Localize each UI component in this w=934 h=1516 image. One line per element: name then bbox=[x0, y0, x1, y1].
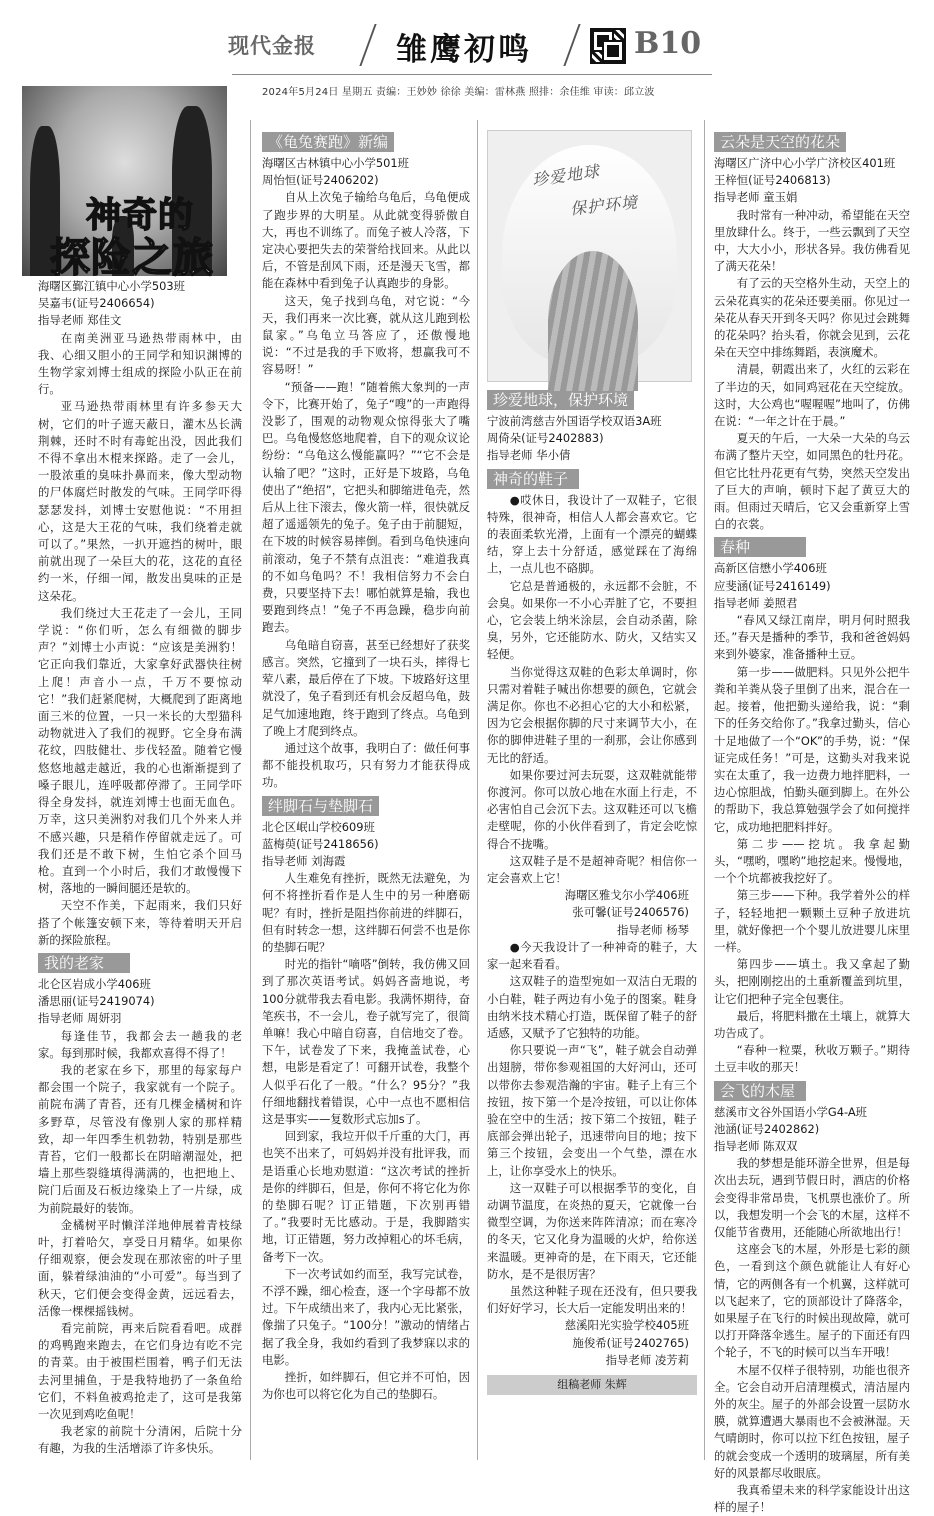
dateline: 2024年5月24日 星期五 责编：王妙妙 徐徐 美编：雷林燕 照排：余佳维 审读：邱立波 bbox=[262, 87, 655, 98]
article-header: 会飞的木屋 bbox=[714, 1081, 806, 1101]
masthead-divider bbox=[563, 24, 580, 66]
paragraph: 第四步——填土。我又拿起了勤头，把刚刚挖出的土重新覆盖到坑里，让它们把种子完全包裹住。 bbox=[714, 957, 910, 1006]
paragraph: 金橘树平时懒洋洋地伸展着青枝绿叶，打着哈欠，享受日月精华。如果你仔细观察，便会发现在那浓密的叶子里面，躲着绿油油的“小可爱”。每当到了秋天，它们便会变得金黄，远远看去，活像一棵棵摇钱树。 bbox=[38, 1217, 242, 1318]
column-2 bbox=[262, 128, 470, 1403]
byline: 北仑区岩成小学406班 bbox=[38, 976, 151, 991]
byline: 指导老师 刘海霞 bbox=[262, 853, 346, 868]
masthead-divider bbox=[359, 24, 376, 66]
paragraph: 第二步——挖坑。我拿起勤头，“嘿哟，嘿哟”地挖起来。慢慢地，一个个坑都被我挖好了。 bbox=[714, 836, 910, 886]
signature: 海曙区雅戈尔小学406班 bbox=[564, 888, 689, 903]
byline: 池涵(证号2402862) bbox=[714, 1121, 820, 1136]
paragraph: 夏天的午后，一大朵一大朵的乌云布满了整片天空，如同黑色的牡丹花。但它比牡丹花更有气势，突然天空发出了巨大的声响，顿时下起了黄豆大的雨。但雨过天晴后，它又会重新穿上雪白的衣裳。 bbox=[714, 431, 910, 532]
article-header: 云朵是天空的花朵 bbox=[714, 132, 846, 152]
paragraph: 第一步——做肥料。只见外公把牛粪和羊粪从袋子里倒了出来，混合在一起。接着，他把勤头递给我，说：“剩下的任务交给你了。”我拿过勤头，信心十足地做了一个“OK”的手势，说：“保证完成任务！”可是，这勤头对我来说实在太重了，我一边费力地拌肥料，一边心惊胆战，怕勤头砸到脚上。在外公的帮助下，我总算勉强学会了如何搅拌它，成功地把肥料拌好。 bbox=[714, 664, 910, 834]
signature: 慈溪阳光实验学校405班 bbox=[564, 1318, 689, 1333]
byline: 蓝梅萸(证号2418656) bbox=[262, 836, 379, 851]
hero-illustration bbox=[22, 86, 227, 281]
drawing-caption: 珍爱地球 bbox=[530, 161, 601, 190]
byline: 指导老师 姜照君 bbox=[714, 595, 798, 610]
byline: 指导老师 陈双双 bbox=[714, 1138, 798, 1153]
paragraph: 它总是普通极的，永远都不会脏，不会臭。如果你一不小心弄脏了它，不要担心，它会装上纳米涂层，会自动杀菌，除臭，另外，它还能防水、防火，又结实又轻便。 bbox=[487, 578, 697, 662]
hero-title-line2: 探险之旅 bbox=[50, 234, 214, 281]
article-magic-shoes bbox=[487, 465, 697, 939]
article-hometown bbox=[38, 949, 242, 1458]
paragraph: 在南美洲亚马逊热带雨林中，由我、心细又胆小的王同学和知识渊博的生物学家刘博士组成的探险小队正在前行。 bbox=[38, 330, 242, 397]
paragraph: 我老家的前院十分清闲，后院十分有趣，为我的生活增添了许多快乐。 bbox=[38, 1424, 242, 1456]
article-earth bbox=[487, 386, 697, 465]
paragraph: 虽然这种鞋子现在还没有，但只要我们好好学习，长大后一定能发明出来的！ bbox=[487, 1283, 697, 1316]
paragraph: 下一次考试如约而至，我写完试卷，不浮不躁，细心检查，逐一个字母都不放过。下午成绩出来了，我内心无比紧张，像揣了只兔子。“100分！”激动的情绪占据了我全身，我如约看到了我梦寐以求的电影。 bbox=[262, 1266, 470, 1367]
paragraph: 人生难免有挫折，既然无法避免，为何不将挫折看作是人生中的另一种磨砺呢？有时，挫折是阻挡你前进的绊脚石，但有时转念一想，这绊脚石何尝不也是你的垫脚石呢？ bbox=[262, 871, 470, 954]
paragraph: 这座会飞的木屋，外形是七彩的颜色，一看到这个颜色就能让人有好心情，它的两侧各有一个机翼，这样就可以飞起来了，它的顶部设计了降落伞，如果屋子在飞行的时候出现故障，就可以打开降落伞逃生。屋子的下面还有四个轮子，不飞的时候可以当车开哦！ bbox=[714, 1242, 910, 1360]
paragraph: 每逢佳节，我都会去一趟我的老家。每到那时候，我都欢喜得不得了！ bbox=[38, 1028, 242, 1060]
byline: 海曙区鄞江镇中心小学503班 bbox=[38, 279, 186, 293]
paragraph: “春风又绿江南岸，明月何时照我还。”春天是播种的季节，我和爸爸妈妈来到外婆家，准备播种土豆。 bbox=[714, 613, 910, 662]
paragraph: 乌龟暗自窃喜，甚至已经想好了获奖感言。突然，它撞到了一块石头，摔得七荤八素，最后停在了下坡。下坡路好这里就没了，兔子看到还有机会反超乌龟，鼓足气加速地跑，终于跑到了终点。乌龟到了晚上才爬到终点。 bbox=[262, 637, 470, 738]
article-header: 《龟兔赛跑》新编 bbox=[262, 132, 394, 152]
column-4 bbox=[714, 128, 910, 1516]
paragraph: 有了云的天空格外生动，天空上的云朵花真实的花朵还要美丽。你见过一朵花从春天开到冬天吗？你见过会跳舞的花朵吗？抬头看，你就会见到，云花朵在天空中排练舞蹈，表演魔术。 bbox=[714, 276, 910, 360]
paragraph: 我的梦想是能环游全世界，但是每次出去玩，遇到节假日时，酒店的价格会变得非常昂贵，飞机票也涨价了。所以，我想发明一个会飞的木屋，这样不仅能节省费用，还能随心所欲地出行！ bbox=[714, 1156, 910, 1239]
signature: 施俊希(证号2402765) bbox=[572, 1335, 689, 1350]
column-divider bbox=[704, 120, 705, 1460]
article-header: 神奇的鞋子 bbox=[487, 469, 579, 489]
byline: 吴嘉韦(证号2406654) bbox=[38, 296, 155, 311]
byline: 应斐涵(证号2416149) bbox=[714, 578, 831, 593]
byline: 周怡恒(证号2406202) bbox=[262, 173, 379, 188]
paragraph: “春种一粒粟，秋收万颗子。”期待土豆丰收的那天！ bbox=[714, 1043, 910, 1075]
article-flying-house bbox=[714, 1077, 910, 1516]
byline: 指导老师 华小倩 bbox=[487, 448, 571, 463]
paragraph: 第三步——下种。我学着外公的样子，轻轻地把一颗颗土豆种子放进坑里，就好像把一个个婴儿放进婴儿床里一样。 bbox=[714, 888, 910, 954]
byline: 指导老师 郑佳文 bbox=[38, 313, 122, 328]
byline: 海曙区古林镇中心小学501班 bbox=[262, 156, 410, 170]
editor-credit: 组稿老师 朱辉 bbox=[487, 1375, 697, 1395]
paragraph: 如果你要过河去玩耍，这双鞋就能带你渡河。你可以放心地在水面上行走，不必害怕自己会沉下去。这双鞋还可以飞檐走壁呢，你的小伙伴看到了，肯定会吃惊得合不拢嘴。 bbox=[487, 767, 697, 851]
paragraph: 最后，将肥料撒在土壤上，就算大功告成了。 bbox=[714, 1008, 910, 1040]
byline: 指导老师 童玉娟 bbox=[714, 190, 798, 205]
hero-title-line1: 神奇的 bbox=[86, 195, 195, 236]
column-1 bbox=[38, 278, 242, 1458]
article-stumbling-stone bbox=[262, 792, 470, 1404]
article-spring-planting bbox=[714, 533, 910, 1076]
paragraph: 我们绕过大王花走了一会儿，王同学说：“你们听，怎么有细微的脚步声？”刘博士小声说：“应该是美洲豹！它正向我们靠近，大家拿好武器快往树上爬！声音小一点，千万不要惊动它！”我们赶紧爬树，大概爬到了距离地面三米的位置，一只一米长的大型猫科动物就进入了我们的视野。它全身布满花纹，四肢健壮、步伐轻盈。随着它慢悠悠地越走越近，我的心也渐渐提到了嗓子眼儿，连呼吸都停滞了。王同学吓得全身发抖，就连刘博士也面无血色。万幸，这只美洲豹对我们几个外来人并不感兴趣，只是稍作停留就走远了。可我们还是不敢下树，生怕它杀个回马枪。直到一个小时后，我们才敢慢慢下树，落地的一瞬间腿还是软的。 bbox=[38, 605, 242, 896]
paragraph: 天空不作美，下起雨来，我们只好搭了个帐篷安顿下来，等待着明天开启新的探险旅程。 bbox=[38, 898, 242, 947]
paragraph: 这双鞋子是不是超神奇呢？相信你一定会喜欢上它！ bbox=[487, 853, 697, 886]
column-divider bbox=[477, 120, 478, 1460]
article-header: 我的老家 bbox=[38, 953, 130, 973]
drawing-caption: 保护环境 bbox=[569, 192, 639, 219]
paragraph: 清晨，朝霞出来了，火红的云彩在了半边的天，如同鸡冠花在天空绽放。这时，大公鸡也“喔喔喔”地叫了，仿佛在说：“一年之计在于晨。” bbox=[714, 362, 910, 429]
article-tortoise-hare bbox=[262, 128, 470, 792]
signature: 张可馨(证号2406576) bbox=[572, 905, 689, 920]
byline: 慈溪市文谷外国语小学G4-A班 bbox=[714, 1104, 868, 1119]
byline: 王梓恒(证号2406813) bbox=[714, 173, 831, 188]
page-number: B10 bbox=[634, 26, 702, 61]
article-header: 珍爱地球，保护环境 bbox=[487, 390, 634, 410]
paragraph: 回到家，我垃开似千斤重的大门，再也笑不出来了，可妈妈并没有批评我，而是语重心长地劝慰道：“这次考试的挫折是你的绊脚石，但是，你何不将它化为你的垫脚石呢？订正错题，下次别再错了。”我要时无比感动。于是，我脚踏实地，订正错题，努力改掉粗心的坏毛病，备考下一次。 bbox=[262, 1129, 470, 1264]
article-clouds bbox=[714, 128, 910, 533]
paragraph: 我时常有一种冲动，希望能在天空里放肆什么。终于，一些云飘到了天空中，大大小小，形状各异。我仿佛看见了满天花朵！ bbox=[714, 207, 910, 274]
signature: 指导老师 凌芳莉 bbox=[605, 1352, 689, 1367]
drawing-road bbox=[548, 251, 638, 391]
column-3 bbox=[487, 128, 697, 1395]
paragraph: 当你觉得这双鞋的色彩太单调时，你只需对着鞋子喊出你想要的颜色，它就会满足你。你也不必担心它的大小和松紧，因为它会根据你脚的尺寸来调节大小，在你的脚伸进鞋子里的一刹那，会让你感到无比的舒适。 bbox=[487, 664, 697, 765]
byline: 高新区信懋小学406班 bbox=[714, 561, 827, 576]
masthead bbox=[0, 0, 934, 98]
byline: 海曙区广济中心小学广济校区401班 bbox=[714, 156, 896, 170]
paragraph: 看完前院，再来后院看看吧。成群的鸡鸭跑来跑去，在它们身边有吃不完的青菜。由于被围栏围着，鸭子们无法去河里捕鱼，于是我特地扔了一条鱼给它们，不料鱼被鸡抢走了，这可是我第一次见到鸡吃鱼呢！ bbox=[38, 1320, 242, 1421]
paragraph: 木屋不仅样子很特别，功能也很齐全。它会自动开启清理模式，清洁屋内外的灰尘。屋子的外部会设置一层防水膜，就算遭遇大暴雨也不会被淋湿。天气晴朗时，你可以拉下红色按钮，屋子的就会变成一个透明的玻璃屋，所有美好的风景都尽收眼底。 bbox=[714, 1362, 910, 1480]
paragraph: 自从上次兔子输给乌龟后，乌龟便成了跑步界的大明星。从此就变得骄傲自大，再也不训练了。而兔子被人冷落，下定决心要把失去的荣誉给找回来。从此以后，不管是刮风下雨，还是漫天飞雪，都能在森林中看到兔子认真跑步的身影。 bbox=[262, 190, 470, 291]
byline: 潘思丽(证号2419074) bbox=[38, 994, 155, 1009]
paragraph: “预备——跑！”随着熊大象判的一声令下，比赛开始了，兔子“嗖”的一声跑得没影了，围观的动物观众惊得张大了嘴巴。乌龟慢悠悠地爬着，自下的观众议论纷纷：“乌龟这么慢能赢吗？”“它不会是认输了吧？”这时，正好是下坡路，乌龟使出了“绝招”，它把头和脚缩进龟壳，然后从上往下滚去，像火箭一样，很快就反超了遥遥领先的兔子。兔子由于前腿短，在下坡的时候容易摔倒。看到乌龟快速向前滚动，兔子不禁有点沮丧：“难道我真的不如乌龟吗？不！我相信努力不会白费，只要坚持下去！哪怕就算是输，我也要跑到终点！”兔子不再急躁，稳步向前跑去。 bbox=[262, 379, 470, 635]
paragraph: 这天，兔子找到乌龟，对它说：“今天，我们再来一次比赛，就从这儿跑到松鼠家。”乌龟立马答应了，还傲慢地说：“不过是我的手下败将，想赢我可不容易呀！” bbox=[262, 293, 470, 377]
paragraph: 挫折，如绊脚石，但它并不可怕，因为你也可以将它化为自己的垫脚石。 bbox=[262, 1370, 470, 1402]
column-divider bbox=[250, 120, 251, 1460]
paragraph: 时光的指针“嘀嗒”倒转，我仿佛又回到了那次英语考试。妈妈吝啬地说，考100分就带我去看电影。我满怀期待，奋笔疾书，不一会儿，卷子就写完了，很简单嘛！我心中暗自窃喜，自信地交了卷。下午，试卷发了下来，我掩盖试卷，心想，电影是看定了！可翻开试卷，我整个人似乎石化了一般。“什么？95分？”我仔细地翻找着错误，心中一点也不愿相信这是事实——复数形式忘加s了。 bbox=[262, 957, 470, 1126]
paragraph: ●哎休日，我设计了一双鞋子，它很特殊，很神奇，相信人人都会喜欢它。它的表面柔软光滑，上面有一个漂亮的蝴蝶结，穿上去十分舒适，感觉踩在了海绵上，一点儿也不硌脚。 bbox=[487, 492, 697, 576]
byline: 周倚朵(证号2402883) bbox=[487, 431, 604, 446]
earth-drawing bbox=[487, 130, 692, 382]
byline: 北仑区岷山学校609班 bbox=[262, 819, 375, 834]
paragraph: 我的老家在乡下，那里的每家每户都会围一个院子，我家就有一个院子。前院布满了青苔，还有几棵金橘树和许多野草，尽管没有像别人家的那样精致，却一年四季生机勃勃，特别是那些青苔，它们一般都长在阴暗潮湿处，把墙上那些裂缝填得满满的，也把地上、院门后面及石板边缘染上了一片绿，成为前院最好的装饰。 bbox=[38, 1062, 242, 1215]
masthead-rule bbox=[232, 74, 712, 75]
article-magic-shoes-2 bbox=[487, 939, 697, 1369]
article-header: 绊脚石与垫脚石 bbox=[262, 796, 379, 816]
qr-code-icon[interactable] bbox=[590, 28, 626, 64]
paragraph: 这双鞋子的造型宛如一双洁白无瑕的小白鞋，鞋子两边有小兔子的图案。鞋身由纳米技术精心打造，既保留了鞋子的舒适感，又赋予了它独特的功能。 bbox=[487, 974, 697, 1040]
newspaper-brand: 现代金报 bbox=[228, 33, 316, 58]
article-header: 春种 bbox=[714, 537, 806, 557]
paragraph: 亚马逊热带雨林里有许多参天大树，它们的叶子遮天蔽日，灌木丛长满荆棘，还时不时有毒蛇出没，因此我们不得不拿出木棍来探路。走了一会儿，一股浓重的臭味扑鼻而来，像大型动物的尸体腐烂时散发的气味。王同学吓得瑟瑟发抖，刘博士安慰他说：“不用担心，这是大王花的气味，我们绕着走就可以了。”果然，一扒开遮挡的树叶，眼前就出现了一朵巨大的花，这花的直径约一米，仔细一闻，散发出臭味的正是这朵花。 bbox=[38, 399, 242, 603]
paragraph: ●今天我设计了一种神奇的鞋子，大家一起来看看。 bbox=[487, 939, 697, 972]
paragraph: 这一双鞋子可以根据季节的变化，自动调节温度，在炎热的夏天，它就像一台微型空调，为你送来阵阵清凉；而在寒冷的冬天，它又化身为温暖的火炉，给你送来温暖。更神奇的是，在下雨天，它还能防水，是不是很厉害？ bbox=[487, 1180, 697, 1281]
byline: 宁波前湾慈吉外国语学校双语3A班 bbox=[487, 414, 662, 428]
section-title: 雏鹰初鸣 bbox=[396, 32, 532, 68]
byline: 指导老师 周妍羽 bbox=[38, 1011, 122, 1026]
paragraph: 你只要说一声“飞”，鞋子就会自动弹出翅膀，带你参观祖国的大好河山，还可以带你去参观浩瀚的宇宙。鞋子上有三个按钮，按下第一个是冷按钮，可以让你体验在空中的生活；按下第二个按钮，鞋子底部会弹出轮子，迅速带向目的地；按下第三个按钮，会变出一个气垫，漂在水上，让你享受水上的快乐。 bbox=[487, 1043, 697, 1178]
article-explore bbox=[38, 278, 242, 949]
signature: 指导老师 杨琴 bbox=[617, 922, 689, 937]
paragraph: 我真希望未来的科学家能设计出这样的屋子！ bbox=[714, 1483, 910, 1515]
paragraph: 通过这个故事，我明白了：做任何事都不能投机取巧，只有努力才能获得成功。 bbox=[262, 740, 470, 790]
